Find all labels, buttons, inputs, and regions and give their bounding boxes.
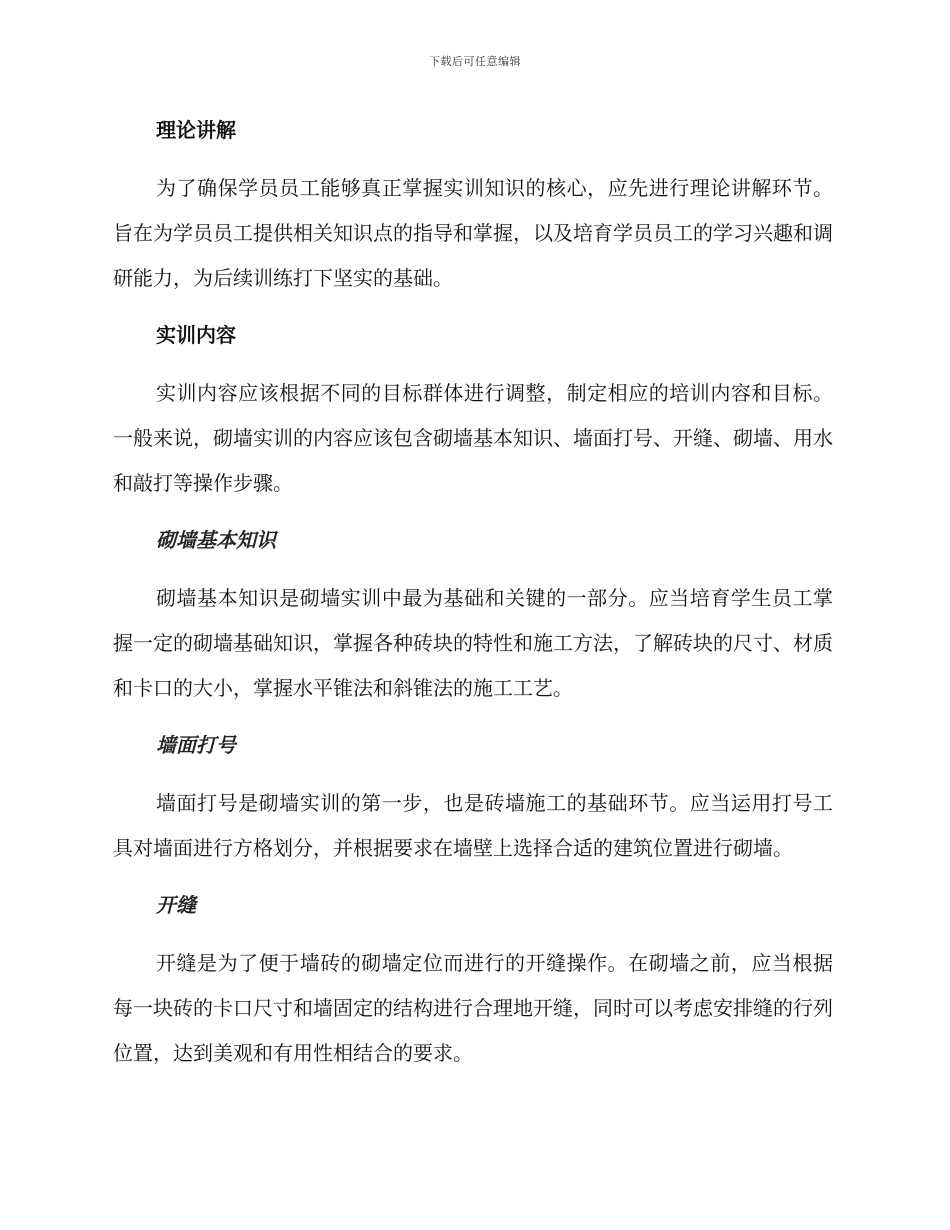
subheading-marking: 墙面打号 [156,733,236,757]
paragraph-joint: 开缝是为了便于墙砖的砌墙定位而进行的开缝操作。在砌墙之前，应当根据每一块砖的卡口尺寸和墙固定的结构进行合理地开缝，同时可以考虑安排缝的行列位置，达到美观和有用性相结合的要求。 [113,951,833,1065]
paragraph-theory: 为了确保学员员工能够真正掌握实训知识的核心，应先进行理论讲解环节。旨在为学员员工提供相关知识点的指导和掌握，以及培育学员员工的学习兴趣和调研能力，为后续训练打下坚实的基础。 [113,176,833,290]
paragraph-basics: 砌墙基本知识是砌墙实训中最为基础和关键的一部分。应当培育学生员工掌握一定的砌墙基础知识，掌握各种砖块的特性和施工方法，了解砖块的尺寸、材质和卡口的大小，掌握水平锥法和斜锥法的施工工艺。 [113,586,833,700]
section-heading-theory: 理论讲解 [156,118,236,142]
subheading-joint: 开缝 [156,893,196,917]
subheading-basics: 砌墙基本知识 [156,528,276,552]
page-header-note: 下载后可任意编辑 [429,55,521,68]
paragraph-marking: 墙面打号是砌墙实训的第一步，也是砖墙施工的基础环节。应当运用打号工具对墙面进行方格划分，并根据要求在墙壁上选择合适的建筑位置进行砌墙。 [113,791,833,860]
document-body [113,110,833,1076]
section-heading-content: 实训内容 [156,323,236,347]
paragraph-content: 实训内容应该根据不同的目标群体进行调整，制定相应的培训内容和目标。一般来说，砌墙实训的内容应该包含砌墙基本知识、墙面打号、开缝、砌墙、用水和敲打等操作步骤。 [113,381,833,495]
